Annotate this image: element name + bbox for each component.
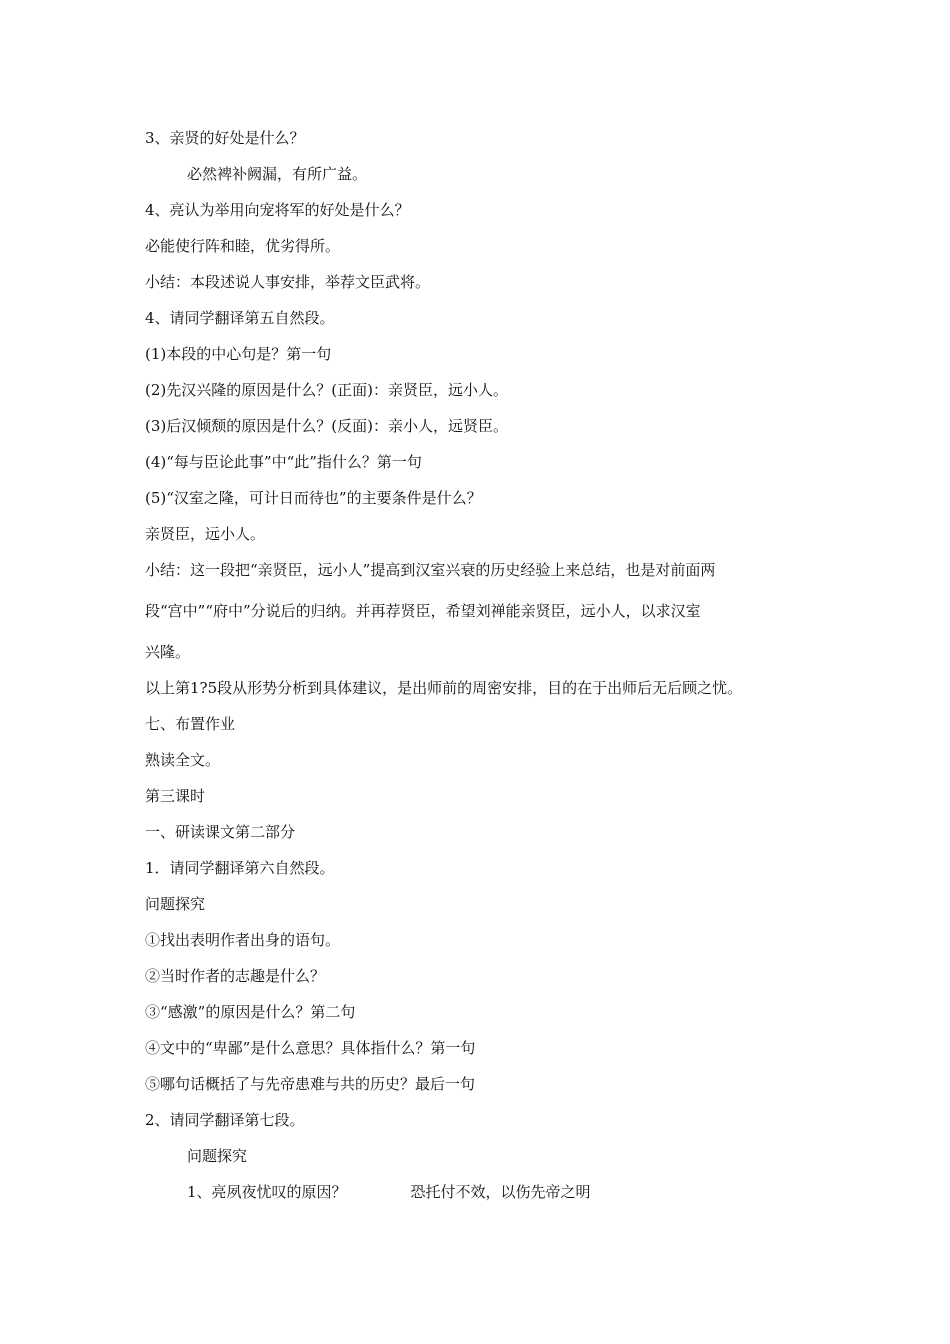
text-line: 必能使行阵和睦，优劣得所。 — [145, 237, 341, 255]
text-line: 问题探究 — [187, 1147, 248, 1165]
text-line: ①找出表明作者出身的语句。 — [145, 931, 341, 949]
text-line: 兴隆。 — [145, 643, 191, 661]
text-line: 2、请同学翻译第七段。 — [145, 1111, 305, 1129]
text-line: ②当时作者的志趣是什么？ — [145, 967, 326, 985]
text-line: (5)“汉室之隆，可计日而待也”的主要条件是什么？ — [145, 489, 482, 507]
text-line: ③“感激”的原因是什么？第二句 — [145, 1003, 356, 1021]
text-line: 一、研读课文第二部分 — [145, 823, 296, 841]
text-line: 七、布置作业 — [145, 715, 236, 733]
text-line: 小结：这一段把“亲贤臣，远小人”提高到汉室兴衰的历史经验上来总结，也是对前面两 — [145, 561, 716, 579]
text-line: 1．请同学翻译第六自然段。 — [145, 859, 335, 877]
text-line — [187, 1182, 852, 1202]
text-line: (1)本段的中心句是？第一句 — [145, 345, 332, 363]
text-line: ⑤哪句话概括了与先帝患难与共的历史？最后一句 — [145, 1075, 476, 1093]
text-line: (4)“每与臣论此事”中“此”指什么？第一句 — [145, 453, 422, 471]
text-line: 必然裨补阙漏，有所广益。 — [187, 165, 368, 183]
text-line: ④文中的“卑鄙”是什么意思？具体指什么？第一句 — [145, 1039, 476, 1057]
question-text: 1、亮夙夜忧叹的原因？ — [187, 1183, 347, 1201]
text-line: 段“宫中”“府中”分说后的归纳。并再荐贤臣，希望刘禅能亲贤臣，远小人，以求汉室 — [145, 602, 701, 620]
text-line: 以上第1?5段从形势分析到具体建议，是出师前的周密安排，目的在于出师后无后顾之忧。 — [145, 679, 743, 697]
text-line: 3、亲贤的好处是什么？ — [145, 129, 305, 147]
text-line: 亲贤臣，远小人。 — [145, 525, 266, 543]
text-line: 第三课时 — [145, 787, 206, 805]
text-line: 问题探究 — [145, 895, 206, 913]
text-line: (3)后汉倾颓的原因是什么？(反面)：亲小人，远贤臣。 — [145, 417, 508, 435]
text-line: 小结：本段述说人事安排，举荐文臣武将。 — [145, 273, 431, 291]
text-line: (2)先汉兴隆的原因是什么？(正面)：亲贤臣，远小人。 — [145, 381, 508, 399]
text-line: 4、亮认为举用向宠将军的好处是什么？ — [145, 201, 410, 219]
text-line: 4、请同学翻译第五自然段。 — [145, 309, 335, 327]
text-line: 熟读全文。 — [145, 751, 221, 769]
answer-text: 恐托付不效，以伤先帝之明 — [410, 1183, 591, 1201]
